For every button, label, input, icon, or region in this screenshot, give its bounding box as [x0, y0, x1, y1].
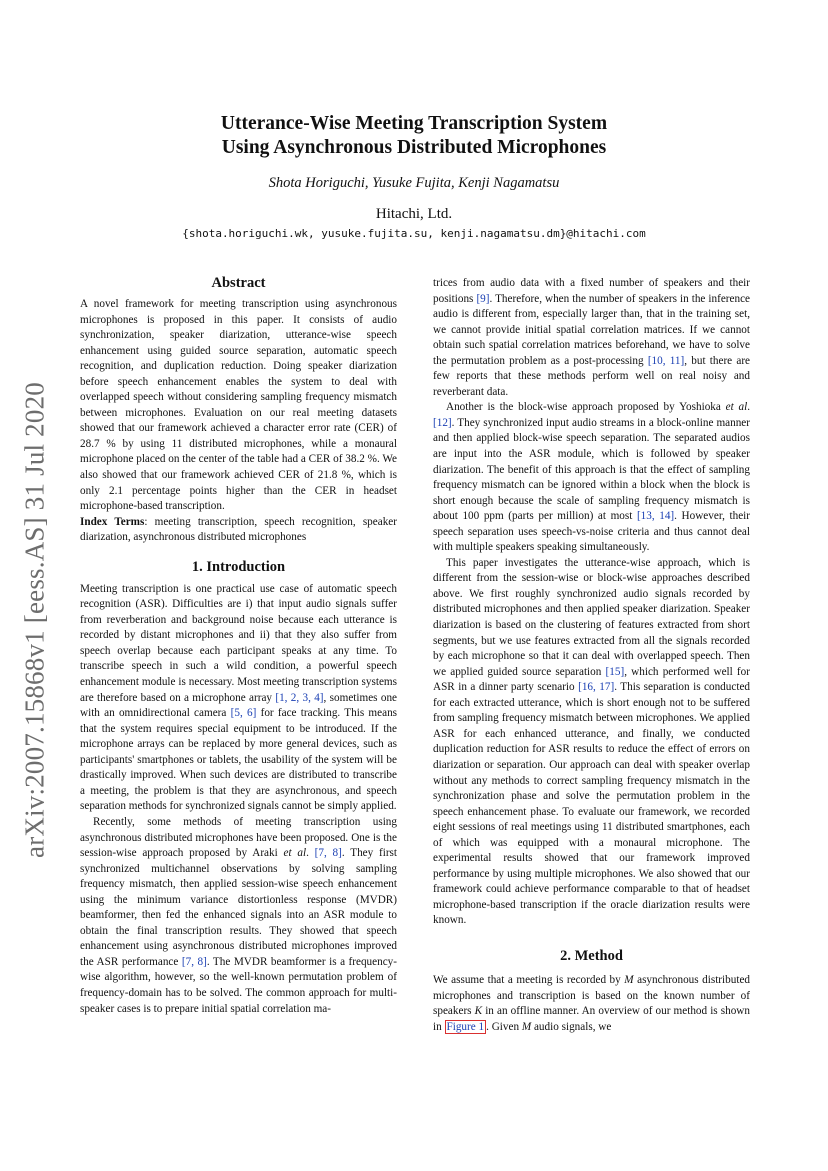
intro-paragraph-3: Another is the block-wise approach proposed by Yoshioka et al. [12]. They synchronized input audio streams in a block-online manner and then applied block-wise speech separation. The separated audios are input into the ASR module, which is followed by speaker diarization. The benefit of this approach is that the effect of sampling frequency mismatch can be ignored within a block when the block is short enough because the scale of sampling frequency mismatch is about 100 ppm (parts per million) at most [13, 14]. However, their speech separation uses speech-vs-noise criteria and thus cannot deal with multiple speakers speaking simultaneously.: [433, 401, 751, 554]
title-line-2: Using Asynchronous Distributed Microphones: [221, 137, 607, 158]
intro-heading: 1. Introduction: [191, 558, 286, 575]
affiliation: Hitachi, Ltd.: [375, 206, 453, 222]
index-terms-label: Index Terms: [80, 515, 145, 528]
index-terms-text: : meeting transcription, speech recognition, speaker diarization, asynchronous distributed microphones: [80, 515, 397, 544]
citation-link[interactable]: [10, 11]: [647, 354, 685, 367]
index-terms: [80, 515, 397, 546]
figure-link[interactable]: Figure 1: [446, 1020, 485, 1033]
intro-paragraph-4: This paper investigates the utterance-wise approach, which is different from the session-wise or block-wise approaches described above. We first roughly synchronized audio signals recorded by distributed microphones and then applied speaker diarization. Speaker diarization is based on the clustering of features extracted from short segments, but we use features extracted from all the signals recorded by each microphone so that it can deal with overlapped speech. Then we applied guided source separation [15], which performed well for ASR in a dinner party scenario [16, 17]. This separation is conducted for each extracted utterance, which is short enough not to be suffered from sampling frequency mismatch between microphones. We applied ASR for each enhanced utterance, and finally, we conducted duplication reduction for ASR results to reduce the effect of errors on diarization or separation. Our approach can deal with speaker overlap without any methods to correct sampling frequency mismatch in the synchronization phase and solve the permutation problem in the speech enhancement phase. To evaluate our framework, we recorded eight sessions of real meetings using 11 distributed smartphones, each of which was equipped with a monaural microphone. The experimental results showed that our framework improved performance by using multiple microphones. We also showed that our framework could achieve performance comparable to that of headset microphone-based transcription if the oracle diarization results were known.: [433, 556, 750, 927]
intro-paragraph-2: Recently, some methods of meeting transcription using asynchronous distributed microphones have been proposed. One is the session-wise approach proposed by Araki et al. [7, 8]. They first synchronized multichannel observations by solving sampling frequency mismatch, then applied session-wise speech enhancement using the minimum variance distortionless response (MVDR) beamformer, then fed the enhanced signals into an ASR module to obtain the final transcription results. They showed that speech enhancement using asynchronous distributed microphones improved the ASR performance [7, 8]. The MVDR beamformer is a frequency-wise algorithm, however, so the well-known permutation problem of frequency-domain has to be solved. The common approach for multi-speaker cases is to prepare initial spatial correlation ma-: [80, 815, 398, 1015]
abstract-text: A novel framework for meeting transcription using asynchronous microphones is proposed in this paper. It consists of audio synchronization, speaker diarization, utterance-wise speech enhancement using guided source separation, automatic speech recognition, and duplication reduction. Doing speaker diarization before speech enhancement enables the system to deal with overlapped speech without considering sampling frequency mismatch between microphones. Evaluation on our real meeting datasets showed that our framework achieved a character error rate (CER) of 28.7 % by using 11 distributed microphones, while a monaural microphone placed on the center of the table had a CER of 38.2 %. We also showed that our framework achieved CER of 21.8 %, which is only 2.1 percentage points higher than the CER in headset microphone-based transcription.: [80, 298, 398, 513]
citation-link[interactable]: [1, 2, 3, 4]: [275, 691, 324, 704]
citation-link[interactable]: [12]: [433, 416, 452, 429]
citation-link[interactable]: [9]: [476, 292, 490, 305]
math-symbol: K: [474, 1005, 483, 1018]
intro-paragraph-2-cont: trices from audio data with a fixed number of speakers and their positions [9]. Therefore, when the number of speakers in the inference audio is different from, especially larger than, that in the training set, we cannot provide initial spatial correlation matrices. If we cannot obtain such spatial correlation matrices beforehand, we have to solve the permutation problem as a post-processing [10, 11], but there are few reports that these methods perform well on real noisy and reverberant data.: [433, 277, 751, 398]
citation-link[interactable]: [7, 8]: [314, 847, 342, 860]
citation-link[interactable]: [13, 14]: [636, 510, 675, 523]
paper-title: [80, 112, 748, 160]
citation-link[interactable]: [16, 17]: [578, 681, 615, 694]
title-line-1: Utterance-Wise Meeting Transcription System: [220, 113, 608, 134]
citation-link[interactable]: [5, 6]: [230, 707, 257, 720]
arxiv-id: arXiv:2007.15868v1 [eess.AS] 31 Jul 2020: [19, 382, 50, 858]
author-list: Shota Horiguchi, Yusuke Fujita, Kenji Nagamatsu: [268, 175, 560, 191]
intro-paragraph-1: Meeting transcription is one practical use case of automatic speech recognition (ASR). Difficulties are i) that input audio signals suffer from reverberation and background noise because each utterance is recorded by distant microphones and ii) that they also suffer from speech overlap because each participant speaks at any time. To transcribe speech in such a wild condition, a powerful speech enhancement module is necessary. Most meeting transcription systems are therefore based on a microphone array [1, 2, 3, 4], sometimes one with an omnidirectional camera [5, 6] for face tracking. This means that the system requires special equipment to be introduced. If the microphone arrays can be replaced by more general devices, such as participants' smartphones or tablets, the usability of the system will be drastically improved. When such devices are distributed to transcribe a meeting, the problem is that they are asynchronous, and speech separation methods for synchronized signals cannot be simply applied.: [80, 582, 398, 813]
method-heading: 2. Method: [560, 947, 623, 964]
email-line: [80, 226, 748, 241]
left-column: [80, 274, 397, 1017]
email-address: {shota.horiguchi.wk, yusuke.fujita.su, kenji.nagamatsu.dm}@hitachi.com: [182, 227, 646, 240]
math-symbol: M: [624, 973, 634, 986]
math-symbol: M: [521, 1020, 532, 1033]
method-paragraph-1: We assume that a meeting is recorded by M asynchronous distributed microphones and transcription is based on the known number of speakers K in an offline manner. An overview of our method is shown in Figure 1 . Given M audio signals, we: [433, 973, 751, 1033]
intro-p2-continues: . The MVDR beamformer is a frequency-wise algorithm, however, so the well-known permutation problem of frequency-domain has to be solved. The common approach for multi-speaker cases is to prepare initial spatial correlation ma-: [80, 955, 397, 1015]
abstract-heading: Abstract: [211, 275, 266, 291]
citation-link[interactable]: [7, 8]: [181, 955, 207, 968]
arxiv-stamp: [6, 360, 64, 880]
paper-header: [80, 112, 748, 241]
citation-link[interactable]: [15]: [605, 665, 625, 678]
right-column: [433, 276, 750, 1035]
